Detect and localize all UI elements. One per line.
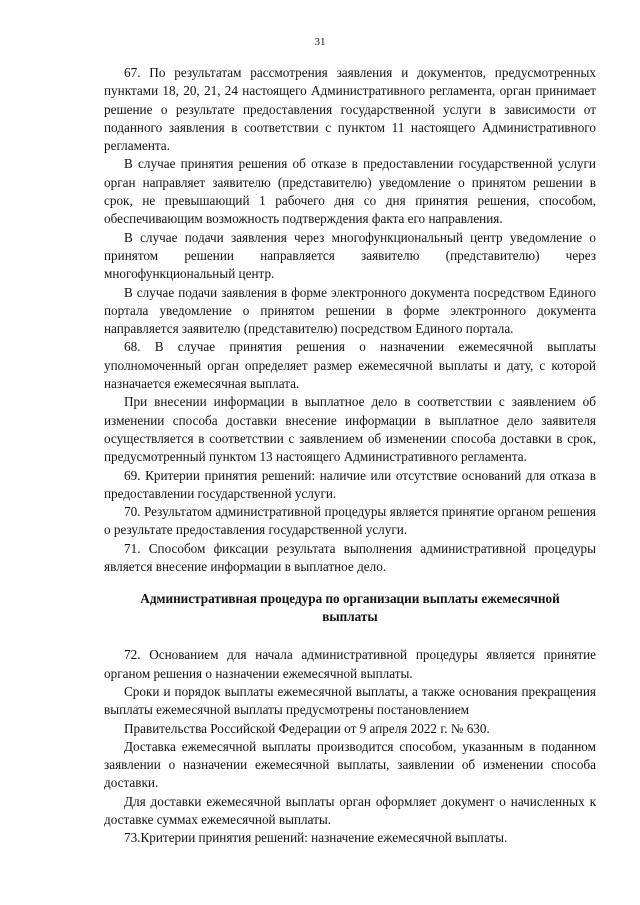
paragraph-delivery-method: Доставка ежемесячной выплаты производится способом, указанным в поданном заявлении о назначении ежемесячной выплаты, заявлении об изменении способа доставки.: [104, 738, 596, 791]
paragraph-70: 70. Результатом административной процедуры является принятие органом решения о результате предоставления государственной услуги.: [104, 504, 596, 538]
paragraph-72: 72. Основанием для начала административной процедуры является принятие органом решения о назначении ежемесячной выплаты.: [104, 647, 596, 681]
paragraph-payment-terms: Сроки и порядок выплаты ежемесячной выплаты, а также основания прекращения выплаты ежемесячной выплаты предусмотрены постановлением: [104, 683, 596, 718]
paragraph-delivery-change: При внесении информации в выплатное дело в соответствии с заявлением об изменении способа доставки внесение информации в выплатное дело заявителя осуществляется в соответствии с заявлением об изменении способа доставки в срок, предусмотренный пунктом 13 настоящего Административного регламента.: [104, 394, 596, 465]
document-body: [104, 64, 596, 848]
paragraph-delivery-document: Для доставки ежемесячной выплаты орган оформляет документ о начисленных к доставке суммах ежемесячной выплаты.: [104, 793, 596, 827]
paragraph-government-decree: Правительства Российской Федерации от 9 апреля 2022 г. № 630.: [124, 720, 490, 736]
paragraph-69: 69. Критерии принятия решений: наличие или отсутствие оснований для отказа в предоставлении государственной услуги.: [104, 467, 596, 501]
paragraph-71: 71. Способом фиксации результата выполнения административной процедуры является внесение информации в выплатное дело.: [104, 540, 596, 575]
page-number: 31: [314, 36, 326, 48]
paragraph-refusal-notice: В случае принятия решения об отказе в предоставлении государственной услуги орган направляет заявителю (представителю) уведомление о принятом решении в срок, не превышающий 1 рабочего дня со дня принятия решения, способом, обеспечивающим возможность подтверждения факта его направления.: [104, 156, 596, 227]
section-heading: Административная процедура по организации выплаты ежемесячной выплаты: [140, 591, 560, 625]
paragraph-73: 73.Критерии принятия решений: назначение ежемесячной выплаты.: [124, 830, 508, 846]
paragraph-portal-notice: В случае подачи заявления в форме электронного документа посредством Единого портала уведомление о принятом решении в форме электронного документа направляется заявителю (представителю) посредством Единого портала.: [104, 284, 596, 337]
paragraph-68: 68. В случае принятия решения о назначении ежемесячной выплаты уполномоченный орган определяет размер ежемесячной выплаты и дату, с которой назначается ежемесячная выплата.: [104, 339, 596, 392]
paragraph-mfc-notice: В случае подачи заявления через многофункциональный центр уведомление о принятом решении направляется заявителю (представителю) через многофункциональный центр.: [104, 229, 596, 282]
paragraph-67: 67. По результатам рассмотрения заявления и документов, предусмотренных пунктами 18, 20, 21, 24 настоящего Административного регламента, орган принимает решение о результате предоставления государственной услуги в зависимости от поданного заявления в соответствии с пунктом 11 настоящего Административного регламента.: [104, 65, 596, 154]
